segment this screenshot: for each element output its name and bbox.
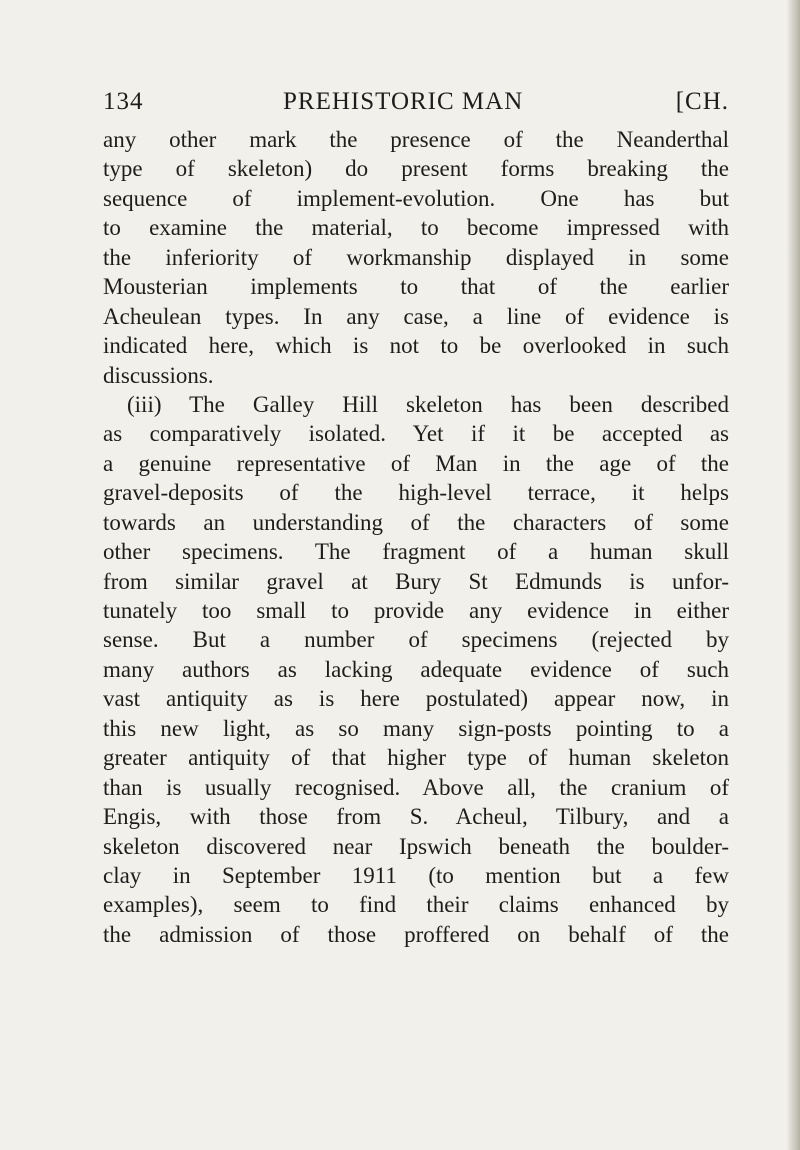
- text-line: vast antiquity as is here postulated) appear now, in: [103, 686, 729, 712]
- paragraph-end-line: discussions.: [103, 362, 214, 388]
- text-line: any other mark the presence of the Neanderthal: [103, 127, 729, 152]
- text-line: tunately too small to provide any evidence in either: [103, 598, 729, 623]
- text-line: sequence of implement-evolution. One has but: [103, 185, 729, 211]
- text-line: indicated here, which is not to be overlooked in such: [103, 333, 729, 359]
- paragraph-start-line: (iii) The Galley Hill skeleton has been described: [127, 391, 729, 417]
- page-edge-shadow: [786, 0, 800, 1150]
- text-line: than is usually recognised. Above all, the cranium of: [103, 774, 729, 800]
- text-line: from similar gravel at Bury St Edmunds is unfor-: [103, 568, 729, 594]
- text-line: Engis, with those from S. Acheul, Tilbury, and a: [103, 804, 729, 830]
- body-text: [103, 125, 729, 949]
- text-line: towards an understanding of the characters of some: [103, 509, 729, 535]
- text-line: clay in September 1911 (to mention but a few: [103, 862, 729, 888]
- page-number: 134: [103, 88, 144, 115]
- running-title: PREHISTORIC MAN: [283, 88, 524, 115]
- text-line: the admission of those proffered on behalf of the: [103, 921, 729, 947]
- text-line: gravel-deposits of the high-level terrace, it helps: [103, 480, 729, 506]
- text-line: Acheulean types. In any case, a line of evidence is: [103, 303, 729, 329]
- text-line: many authors as lacking adequate evidence of such: [103, 656, 729, 682]
- running-header: [103, 88, 729, 120]
- text-line: type of skeleton) do present forms breaking the: [103, 156, 729, 182]
- text-line: skeleton discovered near Ipswich beneath the boulder-: [103, 833, 729, 859]
- text-line: greater antiquity of that higher type of human skeleton: [103, 745, 729, 771]
- text-line: to examine the material, to become impressed with: [103, 215, 729, 241]
- text-line: other specimens. The fragment of a human skull: [103, 539, 729, 565]
- chapter-mark: [CH.: [675, 88, 729, 115]
- text-line: the inferiority of workmanship displayed in some: [103, 244, 729, 270]
- text-line: this new light, as so many sign-posts pointing to a: [103, 715, 729, 741]
- text-line: a genuine representative of Man in the age of the: [103, 450, 729, 476]
- text-line: examples), seem to find their claims enhanced by: [103, 892, 729, 918]
- text-line: as comparatively isolated. Yet if it be accepted as: [103, 421, 729, 447]
- text-line: Mousterian implements to that of the earlier: [103, 274, 729, 300]
- text-line: sense. But a number of specimens (rejected by: [103, 627, 729, 653]
